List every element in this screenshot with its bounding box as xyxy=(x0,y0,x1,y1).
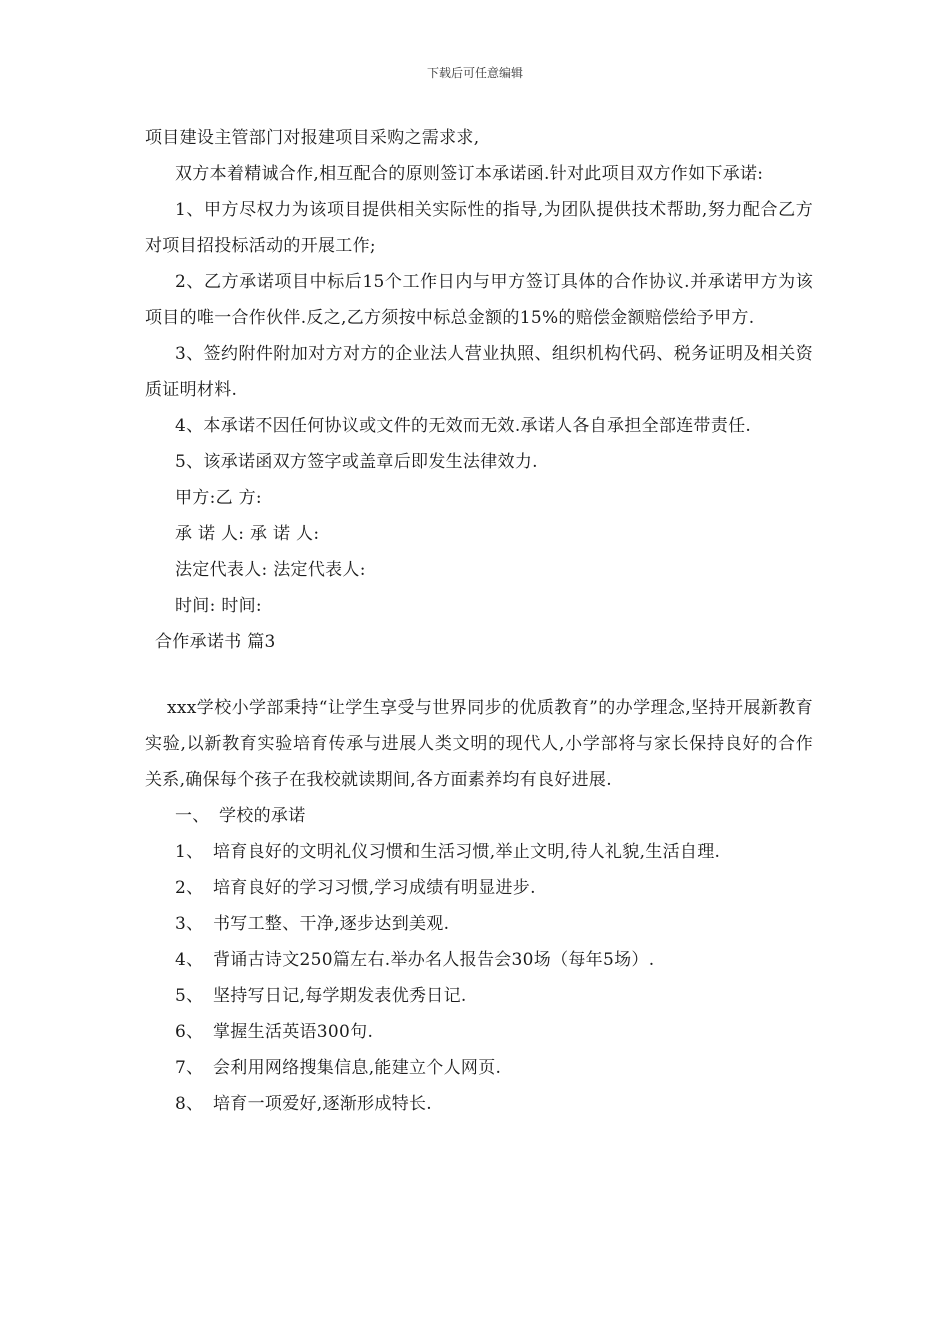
paragraph: 项目建设主管部门对报建项目采购之需求求, xyxy=(145,128,480,148)
signature-party: 甲方:乙 方: xyxy=(175,488,262,508)
list-item xyxy=(145,1014,813,1050)
list-item xyxy=(145,1086,813,1122)
list-item-text: 书写工整、干净,逐步达到美观. xyxy=(213,914,450,934)
list-item-number: 4、 xyxy=(175,950,204,970)
list-item-text: 培育良好的文明礼仪习惯和生活习惯,举止文明,待人礼貌,生活自理. xyxy=(213,842,721,862)
list-item-number: 7、 xyxy=(175,1058,204,1078)
section-heading-text: 学校的承诺 xyxy=(219,806,306,826)
list-item xyxy=(145,978,813,1014)
section-number: 一、 xyxy=(175,806,210,826)
list-item-text: 会利用网络搜集信息,能建立个人网页. xyxy=(213,1058,502,1078)
signature-time: 时间: 时间: xyxy=(175,596,262,616)
list-item-text: 背诵古诗文250篇左右.举办名人报告会30场（每年5场）. xyxy=(213,950,655,970)
intro-paragraph: xxx学校小学部秉持“让学生享受与世界同步的优质教育”的办学理念,坚持开展新教育实验,以新教育实验培育传承与进展人类文明的现代人,小学部将与家长保持良好的合作关系,确保每个孩子在我校就读期间,各方面素养均有良好进展. xyxy=(145,698,813,790)
list-item-number: 3、 xyxy=(175,914,204,934)
signature-legal-rep: 法定代表人: 法定代表人: xyxy=(175,560,366,580)
list-item-text: 坚持写日记,每学期发表优秀日记. xyxy=(213,986,467,1006)
clause-4: 4、本承诺不因任何协议或文件的无效而无效.承诺人各自承担全部连带责任. xyxy=(175,416,752,436)
clause-5: 5、该承诺函双方签字或盖章后即发生法律效力. xyxy=(175,452,538,472)
list-item xyxy=(145,870,813,906)
document-body xyxy=(145,120,813,1122)
list-item xyxy=(145,834,813,870)
clause-2: 2、乙方承诺项目中标后15个工作日内与甲方签订具体的合作协议.并承诺甲方为该项目的唯一合作伙伴.反之,乙方须按中标总金额的15%的赔偿金额赔偿给予甲方. xyxy=(145,272,813,328)
page-header: 下载后可任意编辑 xyxy=(426,66,523,80)
clause-1: 1、甲方尽权力为该项目提供相关实际性的指导,为团队提供技术帮助,努力配合乙方对项目招投标活动的开展工作; xyxy=(145,200,813,256)
signature-promisor: 承 诺 人: 承 诺 人: xyxy=(175,524,320,544)
list-item-text: 培育良好的学习习惯,学习成绩有明显进步. xyxy=(213,878,536,898)
clause-3: 3、签约附件附加对方对方的企业法人营业执照、组织机构代码、税务证明及相关资质证明材料. xyxy=(145,344,813,400)
list-item-number: 6、 xyxy=(175,1022,204,1042)
list-item-text: 掌握生活英语300句. xyxy=(213,1022,374,1042)
section-title: 合作承诺书 篇3 xyxy=(155,632,276,652)
list-item-number: 5、 xyxy=(175,986,204,1006)
list-item xyxy=(145,1050,813,1086)
list-item xyxy=(145,906,813,942)
list-item-number: 1、 xyxy=(175,842,204,862)
list-item xyxy=(145,942,813,978)
paragraph: 双方本着精诚合作,相互配合的原则签订本承诺函.针对此项目双方作如下承诺: xyxy=(175,164,764,184)
section-heading xyxy=(145,798,813,834)
list-item-text: 培育一项爱好,逐渐形成特长. xyxy=(213,1094,433,1114)
list-item-number: 2、 xyxy=(175,878,204,898)
list-item-number: 8、 xyxy=(175,1094,204,1114)
